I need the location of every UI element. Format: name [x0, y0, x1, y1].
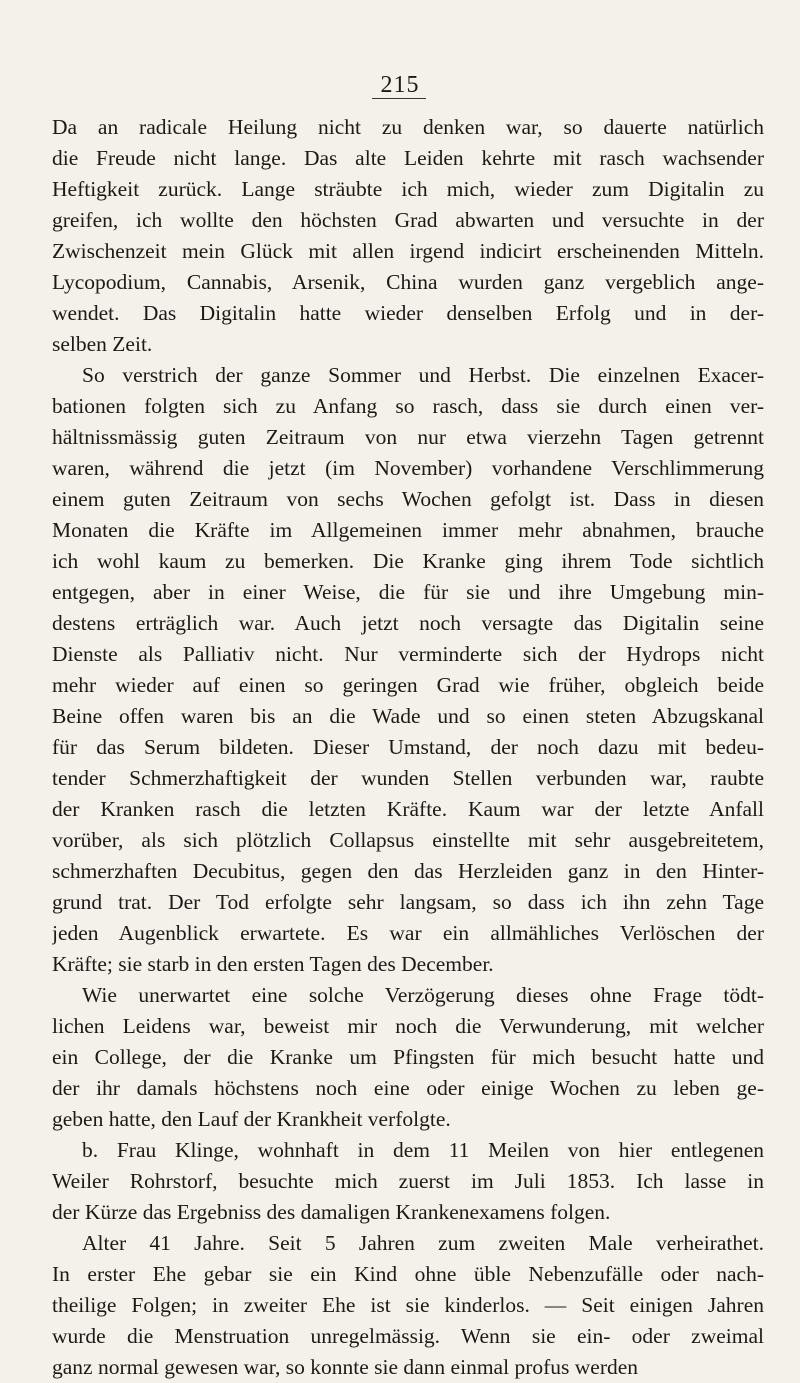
text-line: greifen, ich wollte den höchsten Grad abwarten und versuchte in der: [52, 208, 764, 232]
body-text: [52, 112, 764, 1383]
text-line: Weiler Rohrstorf, besuchte mich zuerst im Juli 1853. Ich lasse in: [52, 1169, 764, 1193]
text-line: der ihr damals höchstens noch eine oder einige Wochen zu leben ge-: [52, 1076, 764, 1100]
text-line: tender Schmerzhaftigkeit der wunden Stellen verbunden war, raubte: [52, 766, 764, 790]
text-line: Kräfte; sie starb in den ersten Tagen des December.: [52, 952, 494, 976]
text-line: vorüber, als sich plötzlich Collapsus einstellte mit sehr ausgebreitetem,: [52, 828, 764, 852]
text-line: destens erträglich war. Auch jetzt noch versagte das Digitalin seine: [52, 611, 764, 635]
text-line: schmerzhaften Decubitus, gegen den das Herzleiden ganz in den Hinter-: [52, 859, 764, 883]
text-line: ganz normal gewesen war, so konnte sie dann einmal profus werden: [52, 1355, 639, 1379]
text-line: geben hatte, den Lauf der Krankheit verfolgte.: [52, 1107, 451, 1131]
text-line: Monaten die Kräfte im Allgemeinen immer mehr abnahmen, brauche: [52, 518, 764, 542]
text-line: Zwischenzeit mein Glück mit allen irgend indicirt erscheinenden Mitteln.: [52, 239, 764, 263]
text-line: ich wohl kaum zu bemerken. Die Kranke ging ihrem Tode sichtlich: [52, 549, 764, 573]
text-line: Lycopodium, Cannabis, Arsenik, China wurden ganz vergeblich ange-: [52, 270, 764, 294]
text-line: theilige Folgen; in zweiter Ehe ist sie kinderlos. — Seit einigen Jahren: [52, 1293, 764, 1317]
text-line: wendet. Das Digitalin hatte wieder denselben Erfolg und in der-: [52, 301, 764, 325]
text-line: hältnissmässig guten Zeitraum von nur etwa vierzehn Tagen getrennt: [52, 425, 764, 449]
text-line: bationen folgten sich zu Anfang so rasch, dass sie durch einen ver-: [52, 394, 764, 418]
text-line: Heftigkeit zurück. Lange sträubte ich mich, wieder zum Digitalin zu: [52, 177, 764, 201]
text-line: lichen Leidens war, beweist mir noch die Verwunderung, mit welcher: [52, 1014, 764, 1038]
page-number-rule: [372, 98, 426, 99]
text-line: Wie unerwartet eine solche Verzögerung dieses ohne Frage tödt-: [82, 983, 764, 1007]
text-line: für das Serum bildeten. Dieser Umstand, der noch dazu mit bedeu-: [52, 735, 764, 759]
text-line: waren, während die jetzt (im November) vorhandene Verschlimmerung: [52, 456, 764, 480]
text-line: wurde die Menstruation unregelmässig. Wenn sie ein- oder zweimal: [52, 1324, 764, 1348]
text-line: grund trat. Der Tod erfolgte sehr langsam, so dass ich ihn zehn Tage: [52, 890, 764, 914]
text-line: der Kürze das Ergebniss des damaligen Krankenexamens folgen.: [52, 1200, 611, 1224]
text-line: jeden Augenblick erwartete. Es war ein allmähliches Verlöschen der: [52, 921, 764, 945]
text-line: In erster Ehe gebar sie ein Kind ohne üble Nebenzufälle oder nach-: [52, 1262, 764, 1286]
text-line: So verstrich der ganze Sommer und Herbst. Die einzelnen Exacer-: [82, 363, 764, 387]
text-line: einem guten Zeitraum von sechs Wochen gefolgt ist. Dass in diesen: [52, 487, 764, 511]
text-line: mehr wieder auf einen so geringen Grad wie früher, obgleich beide: [52, 673, 764, 697]
text-line: ein College, der die Kranke um Pfingsten für mich besucht hatte und: [52, 1045, 764, 1069]
text-line: b. Frau Klinge, wohnhaft in dem 11 Meilen von hier entlegenen: [82, 1138, 764, 1162]
text-line: Dienste als Palliativ nicht. Nur verminderte sich der Hydrops nicht: [52, 642, 764, 666]
text-line: Beine offen waren bis an die Wade und so einen steten Abzugskanal: [52, 704, 764, 728]
text-line: Da an radicale Heilung nicht zu denken war, so dauerte natürlich: [52, 115, 764, 139]
text-line: die Freude nicht lange. Das alte Leiden kehrte mit rasch wachsender: [52, 146, 764, 170]
text-line: selben Zeit.: [52, 332, 153, 356]
text-line: der Kranken rasch die letzten Kräfte. Kaum war der letzte Anfall: [52, 797, 764, 821]
text-line: Alter 41 Jahre. Seit 5 Jahren zum zweiten Male verheirathet.: [82, 1231, 764, 1255]
text-line: entgegen, aber in einer Weise, die für sie und ihre Umgebung min-: [52, 580, 764, 604]
page-number: 215: [380, 72, 420, 98]
